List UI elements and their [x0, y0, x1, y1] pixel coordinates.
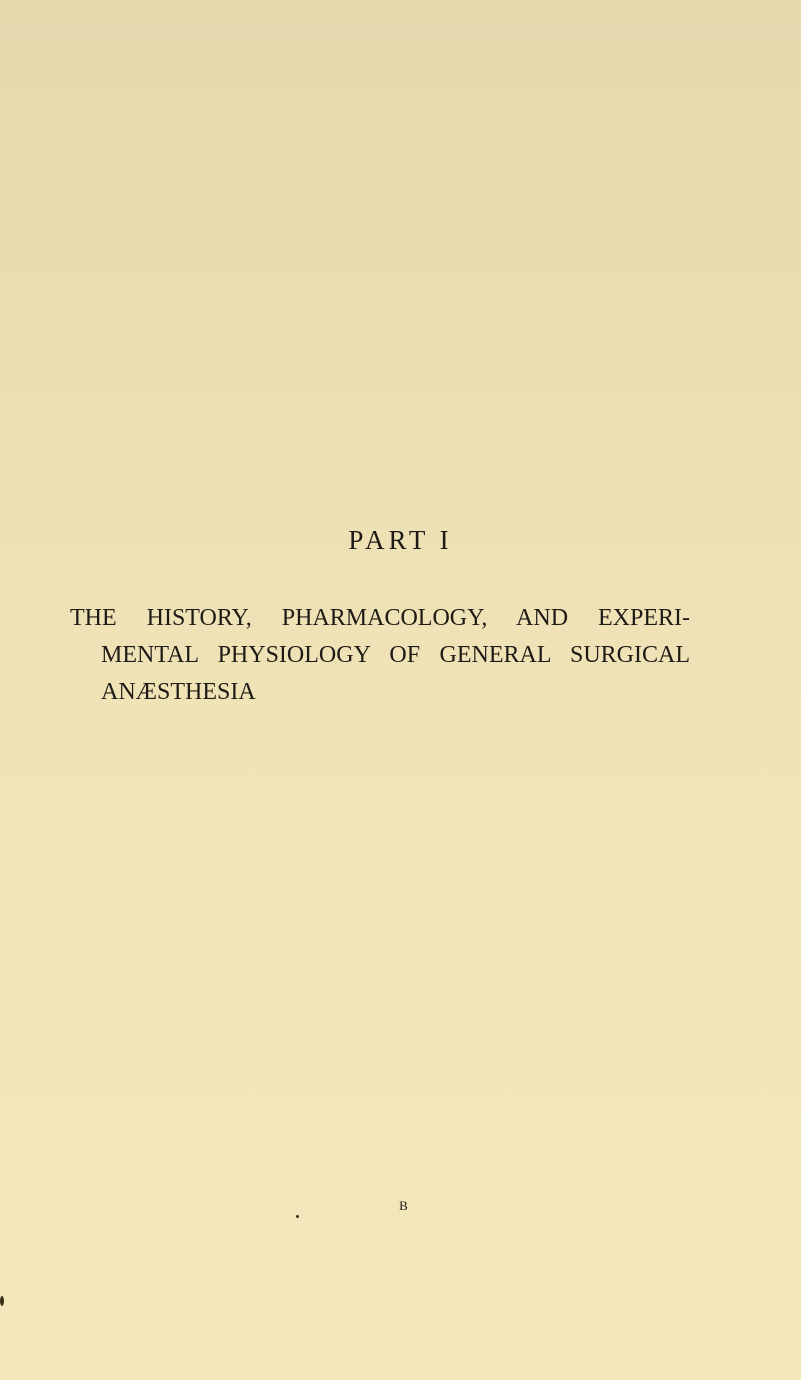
title-line-2: MENTAL PHYSIOLOGY OF GENERAL SURGICAL: [101, 642, 690, 668]
paper-speck: [0, 1296, 4, 1306]
title-line-1: THE HISTORY, PHARMACOLOGY, AND EXPERI-: [70, 605, 690, 631]
title-line-3: ANÆSTHESIA: [101, 679, 256, 705]
paper-speck: [296, 1215, 299, 1218]
part-title: [70, 600, 690, 711]
signature-mark: B: [399, 1198, 408, 1213]
part-heading: PART I: [348, 525, 453, 555]
